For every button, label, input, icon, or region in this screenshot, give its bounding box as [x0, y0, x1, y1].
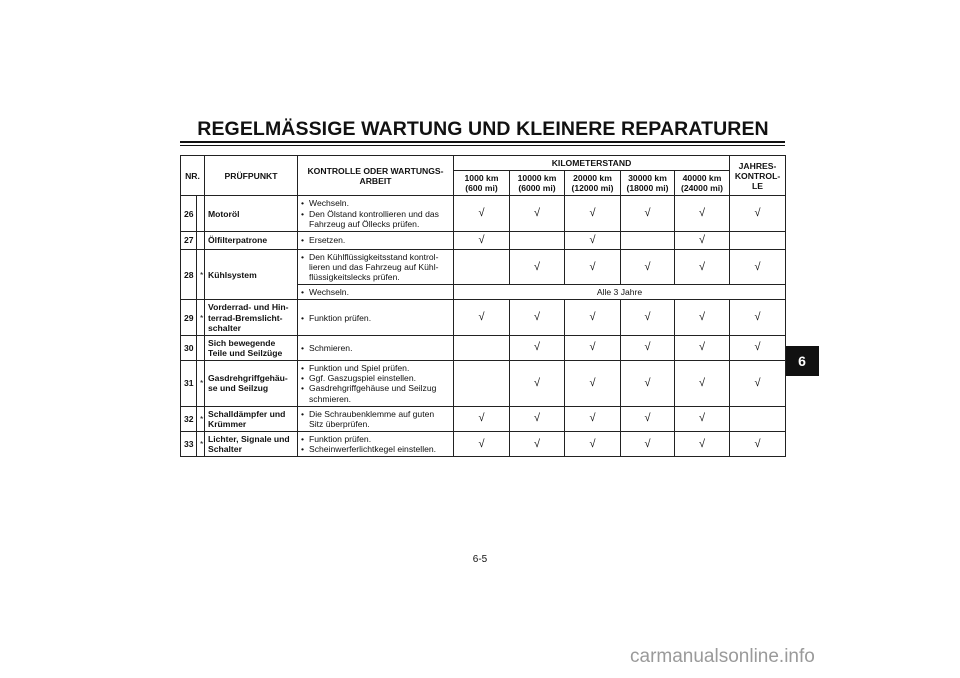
table-row — [181, 300, 786, 335]
action-list — [301, 198, 450, 228]
action-item: • Wechseln. — [301, 198, 450, 208]
page-number: 6-5 — [472, 554, 488, 565]
maintenance-table — [180, 155, 786, 457]
action-item: • Ggf. Gaszugspiel einstellen. — [301, 373, 450, 383]
check-mark: √ — [454, 431, 510, 456]
check-mark: √ — [454, 300, 510, 335]
check-mark: √ — [675, 406, 730, 431]
watermark: carmanualsonline.info — [630, 646, 815, 667]
check-mark: √ — [730, 249, 786, 284]
row-actions — [298, 196, 454, 231]
row-actions — [298, 406, 454, 431]
table-row — [181, 249, 786, 284]
check-mark: √ — [675, 300, 730, 335]
table-row — [181, 196, 786, 231]
action-item: • Schmieren. — [301, 343, 450, 353]
check-mark: √ — [565, 231, 621, 249]
row-actions — [298, 431, 454, 456]
row-number: 32 — [181, 406, 197, 431]
header-nr: NR. — [181, 156, 205, 196]
title-rule-thin — [180, 145, 785, 146]
table-row — [181, 431, 786, 456]
row-item: Lichter, Signale und Schalter — [205, 431, 298, 456]
check-mark: √ — [730, 431, 786, 456]
action-list — [301, 363, 450, 404]
row-actions — [298, 285, 454, 300]
table-row — [181, 231, 786, 249]
check-mark: √ — [730, 335, 786, 360]
check-mark — [621, 231, 675, 249]
title-rule — [180, 141, 785, 143]
row-star: * — [197, 249, 205, 300]
check-mark: √ — [565, 249, 621, 284]
check-mark — [454, 361, 510, 407]
check-mark: √ — [675, 231, 730, 249]
row-item: Motoröl — [205, 196, 298, 231]
action-list — [301, 252, 450, 282]
action-list — [301, 343, 450, 353]
check-mark: √ — [565, 406, 621, 431]
row-actions — [298, 249, 454, 284]
check-mark: √ — [510, 431, 565, 456]
check-mark: √ — [454, 406, 510, 431]
check-mark: √ — [621, 431, 675, 456]
check-mark: √ — [730, 196, 786, 231]
check-mark: √ — [675, 196, 730, 231]
check-mark: √ — [510, 335, 565, 360]
row-item: Ölfilterpatrone — [205, 231, 298, 249]
check-mark: √ — [454, 196, 510, 231]
action-item: • Die Schraubenklemme auf guten Sitz überprüfen. — [301, 409, 450, 429]
row-actions — [298, 361, 454, 407]
row-number: 28 — [181, 249, 197, 300]
check-mark: √ — [675, 361, 730, 407]
check-mark: √ — [565, 196, 621, 231]
check-mark — [510, 231, 565, 249]
check-mark: √ — [621, 249, 675, 284]
header-km-1: 10000 km (6000 mi) — [510, 171, 565, 196]
row-actions — [298, 231, 454, 249]
check-mark — [454, 335, 510, 360]
row-item: Kühlsystem — [205, 249, 298, 300]
header-kilometerstand: KILOMETERSTAND — [454, 156, 730, 171]
action-item: • Scheinwerferlichtkegel einstellen. — [301, 444, 450, 454]
check-mark: √ — [565, 361, 621, 407]
row-star — [197, 335, 205, 360]
row-star: * — [197, 406, 205, 431]
check-mark: √ — [621, 361, 675, 407]
check-mark: √ — [675, 249, 730, 284]
row-item: Schalldämpfer und Krümmer — [205, 406, 298, 431]
chapter-tab[interactable]: 6 — [785, 346, 819, 376]
action-list — [301, 313, 450, 323]
check-mark: √ — [510, 361, 565, 407]
row-item: Gasdrehgriffgehäu-se und Seilzug — [205, 361, 298, 407]
table-row — [181, 361, 786, 407]
action-item: • Ersetzen. — [301, 235, 450, 245]
header-kontrolle: KONTROLLE ODER WARTUNGS-ARBEIT — [298, 156, 454, 196]
row-star — [197, 196, 205, 231]
check-mark: √ — [675, 431, 730, 456]
action-list — [301, 434, 450, 454]
row-actions — [298, 335, 454, 360]
header-km-2: 20000 km (12000 mi) — [565, 171, 621, 196]
action-list — [301, 287, 450, 297]
row-star — [197, 231, 205, 249]
action-list — [301, 409, 450, 429]
check-mark: √ — [510, 300, 565, 335]
row-star: * — [197, 431, 205, 456]
row-number: 33 — [181, 431, 197, 456]
table-row — [181, 335, 786, 360]
header-km-3: 30000 km (18000 mi) — [621, 171, 675, 196]
header-km-4: 40000 km (24000 mi) — [675, 171, 730, 196]
check-mark: √ — [621, 406, 675, 431]
check-mark: √ — [510, 249, 565, 284]
check-mark: √ — [675, 335, 730, 360]
row-star: * — [197, 300, 205, 335]
check-mark: √ — [510, 196, 565, 231]
action-list — [301, 235, 450, 245]
check-mark: √ — [565, 335, 621, 360]
row-star: * — [197, 361, 205, 407]
table-row — [181, 406, 786, 431]
row-item: Sich bewegende Teile und Seilzüge — [205, 335, 298, 360]
check-mark: √ — [730, 361, 786, 407]
action-item: • Funktion prüfen. — [301, 434, 450, 444]
action-item: • Wechseln. — [301, 287, 450, 297]
row-number: 26 — [181, 196, 197, 231]
action-item: • Den Kühlflüssigkeitsstand kontrol-lieren und das Fahrzeug auf Kühl-flüssigkeitslecks prüfen. — [301, 252, 450, 282]
check-mark: √ — [621, 335, 675, 360]
check-mark: √ — [510, 406, 565, 431]
row-number: 31 — [181, 361, 197, 407]
check-mark: √ — [565, 431, 621, 456]
interval-note: Alle 3 Jahre — [454, 285, 786, 300]
header-km-0: 1000 km (600 mi) — [454, 171, 510, 196]
row-item: Vorderrad- und Hin-terrad-Bremslicht-schalter — [205, 300, 298, 335]
page-title: REGELMÄSSIGE WARTUNG UND KLEINERE REPARATUREN — [197, 118, 769, 140]
check-mark — [454, 249, 510, 284]
header-pruefpunkt: PRÜFPUNKT — [205, 156, 298, 196]
row-number: 30 — [181, 335, 197, 360]
check-mark: √ — [621, 196, 675, 231]
action-item: • Gasdrehgriffgehäuse und Seilzug schmieren. — [301, 383, 450, 403]
check-mark — [730, 406, 786, 431]
action-item: • Den Ölstand kontrollieren und das Fahrzeug auf Öllecks prüfen. — [301, 209, 450, 229]
check-mark: √ — [621, 300, 675, 335]
row-actions — [298, 300, 454, 335]
row-number: 29 — [181, 300, 197, 335]
action-item: • Funktion prüfen. — [301, 313, 450, 323]
row-number: 27 — [181, 231, 197, 249]
check-mark: √ — [454, 231, 510, 249]
action-item: • Funktion und Spiel prüfen. — [301, 363, 450, 373]
check-mark: √ — [730, 300, 786, 335]
check-mark: √ — [565, 300, 621, 335]
check-mark — [730, 231, 786, 249]
header-row — [181, 156, 786, 171]
header-jahres: JAHRES-KONTROL-LE — [730, 156, 786, 196]
